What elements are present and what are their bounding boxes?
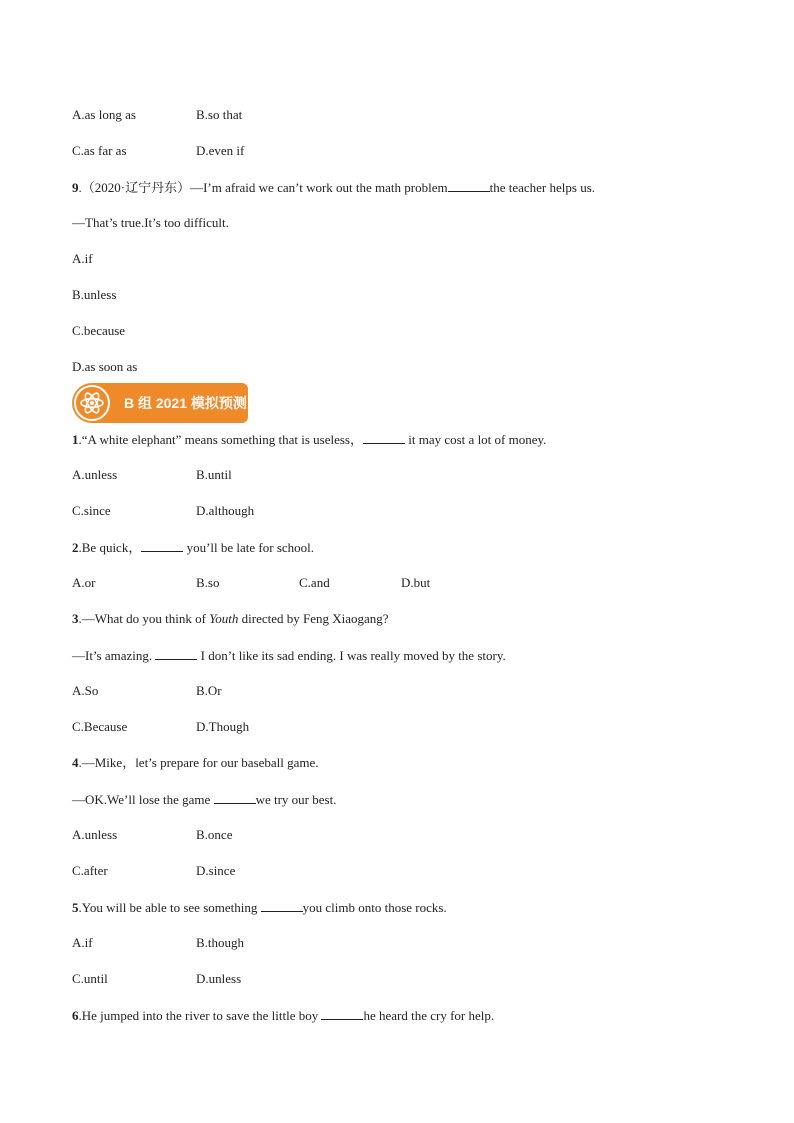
film-title: Youth	[209, 611, 239, 626]
option-d: D.but	[401, 575, 431, 590]
option-c: C.as far as	[72, 143, 127, 158]
option-c: C.after	[72, 863, 108, 878]
question-2	[72, 539, 314, 556]
option-a: A.if	[72, 935, 93, 950]
answer-blank	[214, 791, 256, 804]
question-text: .Be quick，	[78, 540, 142, 555]
section-badge	[72, 383, 248, 423]
question-text: .He jumped into the river to save the little boy	[78, 1008, 322, 1023]
option-d: D.although	[196, 503, 255, 518]
atom-icon	[74, 385, 110, 421]
reply-text-after: I don’t like its sad ending. I was really moved by the story.	[197, 648, 506, 663]
section-title: B 组 2021 模拟预测	[124, 395, 247, 411]
option-a: A.as long as	[72, 107, 136, 122]
question-text-after: you climb onto those rocks.	[302, 900, 447, 915]
reply-text: —OK.We’ll lose the game	[72, 792, 214, 807]
option-d: D.as soon as	[72, 359, 138, 374]
question-3	[72, 611, 389, 627]
question-4	[72, 755, 319, 771]
option-b: B.so that	[196, 107, 243, 122]
option-a: A.unless	[72, 827, 118, 842]
question-text: .—Mike，let’s prepare for our baseball game.	[78, 755, 319, 770]
answer-blank	[155, 647, 197, 660]
question-text-after: it may cost a lot of money.	[405, 432, 547, 447]
question-9-reply: —That’s true.It’s too difficult.	[72, 215, 229, 230]
question-number: 3	[72, 611, 79, 626]
question-text-after: you’ll be late for school.	[183, 540, 315, 555]
answer-blank	[261, 899, 303, 912]
question-5	[72, 899, 447, 916]
question-text-after: the teacher helps us.	[489, 180, 595, 195]
option-c: C.since	[72, 503, 111, 518]
question-text: .You will be able to see something	[78, 900, 261, 915]
question-number: 2	[72, 540, 79, 555]
question-text: .“A white elephant” means something that is useless，	[78, 432, 363, 447]
option-c: C.Because	[72, 719, 128, 734]
answer-blank	[321, 1007, 363, 1020]
option-c: C.because	[72, 323, 126, 338]
question-text: .—What do you think of	[78, 611, 210, 626]
question-number: 4	[72, 755, 79, 770]
option-d: D.even if	[196, 143, 245, 158]
option-c: C.and	[299, 575, 330, 590]
answer-blank	[141, 539, 183, 552]
question-1	[72, 431, 546, 448]
option-b: B.until	[196, 467, 232, 482]
option-a: A.or	[72, 575, 96, 590]
answer-blank	[448, 179, 490, 192]
option-b: B.once	[196, 827, 233, 842]
question-text-after: directed by Feng Xiaogang?	[238, 611, 389, 626]
question-number: 6	[72, 1008, 79, 1023]
option-a: A.So	[72, 683, 99, 698]
question-9	[72, 179, 595, 196]
question-text-after: he heard the cry for help.	[363, 1008, 495, 1023]
option-a: A.if	[72, 251, 93, 266]
reply-text: —It’s amazing.	[72, 648, 156, 663]
option-b: B.Or	[196, 683, 222, 698]
question-text: .（2020·辽宁丹东）—I’m afraid we can’t work out the math problem	[78, 180, 448, 195]
question-3-reply	[72, 647, 506, 664]
option-c: C.until	[72, 971, 108, 986]
option-d: D.since	[196, 863, 236, 878]
option-b: B.though	[196, 935, 245, 950]
option-d: D.Though	[196, 719, 250, 734]
option-d: D.unless	[196, 971, 242, 986]
reply-text-after: we try our best.	[255, 792, 337, 807]
option-b: B.so	[196, 575, 220, 590]
question-number: 1	[72, 432, 79, 447]
answer-blank	[363, 431, 405, 444]
option-a: A.unless	[72, 467, 118, 482]
question-6	[72, 1007, 494, 1024]
question-number: 5	[72, 900, 79, 915]
question-number: 9	[72, 180, 79, 195]
question-4-reply	[72, 791, 336, 808]
option-b: B.unless	[72, 287, 117, 302]
